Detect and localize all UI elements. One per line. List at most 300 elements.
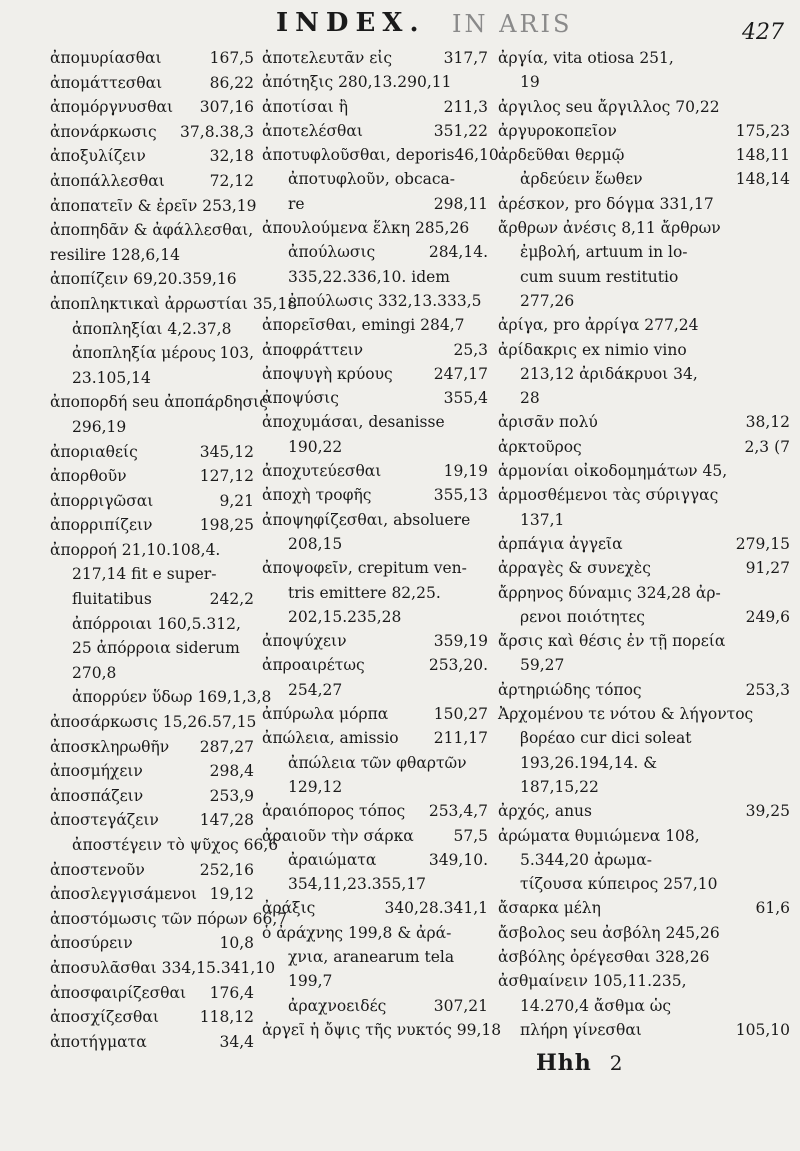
entry-term: 187,15,22 bbox=[520, 777, 599, 796]
entry-term: 190,22 bbox=[288, 437, 343, 456]
entry-term: 354,11,23.355,17 bbox=[288, 875, 427, 894]
entry-term: ὁ ἀράχνης 199,8 & ἀρά- bbox=[262, 923, 452, 942]
entry-term: ἀπορεῖσθαι, emingi 284,7 bbox=[262, 316, 465, 335]
index-entry bbox=[50, 267, 254, 292]
index-entry bbox=[262, 581, 488, 605]
index-entry bbox=[50, 1030, 254, 1055]
index-entry bbox=[498, 95, 790, 119]
entry-term: ἀποπληκτικαὶ ἀρρωστίαι 35,18 bbox=[50, 294, 298, 313]
entry-term: ἀποπληξία μέρους bbox=[72, 344, 216, 363]
index-entry bbox=[262, 824, 488, 848]
entry-reference: 287,27 bbox=[196, 735, 254, 760]
index-entry bbox=[50, 366, 254, 391]
entry-reference: 298,4 bbox=[206, 759, 254, 784]
index-entry bbox=[262, 556, 488, 580]
index-entry bbox=[50, 808, 254, 833]
entry-term: ἀπύρωλα μόρπα bbox=[262, 705, 389, 724]
index-entry bbox=[498, 799, 790, 823]
entry-reference: 19,12 bbox=[206, 882, 254, 907]
entry-term: ἀποσχίζεσθαι bbox=[50, 1008, 159, 1027]
index-entry bbox=[50, 317, 254, 342]
entry-term: ἀρδεύειν ἕωθεν bbox=[520, 170, 643, 189]
entry-term: ἀπομυρίασθαι bbox=[50, 49, 162, 67]
entry-term: 208,15 bbox=[288, 534, 343, 553]
entry-term: τίζουσα κύπειρος 257,10 bbox=[520, 875, 718, 894]
entry-reference: 253,20. bbox=[425, 653, 488, 677]
entry-term: 23.105,14 bbox=[72, 368, 151, 387]
entry-reference: 298,11 bbox=[430, 192, 488, 216]
index-entry bbox=[262, 289, 488, 313]
entry-term: cum suum restitutio bbox=[520, 267, 679, 286]
entry-reference: 39,25 bbox=[742, 799, 790, 823]
entry-term: ἄρρηνος δύναμις 324,28 ἀρ- bbox=[498, 583, 721, 602]
index-entry bbox=[498, 921, 790, 945]
index-entry bbox=[262, 872, 488, 896]
entry-term: ἀπομάττεσθαι bbox=[50, 73, 163, 92]
entry-term: ἀπορριγῶσαι bbox=[50, 491, 154, 510]
index-entry bbox=[262, 265, 488, 289]
entry-term: 14.270,4 ἄσθμα ὡς bbox=[520, 996, 672, 1015]
index-entry bbox=[262, 46, 488, 70]
entry-term: ἀπονάρκωσις bbox=[50, 122, 157, 141]
entry-term: πλήρη γίνεσθαι bbox=[520, 1020, 642, 1039]
index-entry bbox=[50, 1005, 254, 1030]
index-entry bbox=[262, 386, 488, 410]
index-entry bbox=[262, 70, 488, 94]
entry-reference: 253,4,7 bbox=[425, 799, 488, 823]
entry-term: ἀποτυφλοῦν, obcaca- bbox=[288, 170, 456, 189]
running-head bbox=[232, 6, 792, 45]
entry-term: 213,12 ἀριδάκρυοι 34, bbox=[520, 364, 698, 383]
entry-term: ἀπότηξις 280,13.290,11 bbox=[262, 73, 452, 92]
index-entry bbox=[50, 243, 254, 268]
entry-term: ἐπούλωσις 332,13.333,5 bbox=[288, 291, 482, 310]
entry-term: ἀρέσκον, pro δόγμα 331,17 bbox=[498, 194, 714, 213]
entry-reference: 19,19 bbox=[440, 459, 488, 483]
entry-reference: 10,8 bbox=[215, 931, 254, 956]
entry-reference: 86,22 bbox=[206, 71, 254, 96]
entry-term: ρενοι ποιότητες bbox=[520, 607, 645, 626]
entry-reference: 340,28.341,1 bbox=[380, 896, 488, 920]
entry-term: ἀποτυφλοῦσθαι, deporis46,10 bbox=[262, 146, 499, 165]
entry-term: 25 ἀπόρροια siderum bbox=[72, 639, 240, 658]
index-entry bbox=[262, 362, 488, 386]
entry-reference: 57,5 bbox=[449, 824, 488, 848]
index-entry bbox=[498, 459, 790, 483]
entry-reference: 148,14 bbox=[732, 167, 790, 191]
signature-letters: Hhh bbox=[536, 1050, 592, 1076]
index-entry bbox=[50, 685, 272, 710]
entry-term: Ἀρχομένου τε νότου & λήγοντος bbox=[498, 705, 754, 724]
index-entry bbox=[498, 508, 790, 532]
entry-term: ἀρχός, anus bbox=[498, 802, 592, 821]
index-entry bbox=[50, 661, 254, 686]
entry-term: 270,8 bbox=[72, 663, 117, 682]
entry-reference: 38,12 bbox=[742, 410, 790, 434]
entry-reference: 253,3 bbox=[742, 678, 790, 702]
entry-reference: 252,16 bbox=[196, 858, 254, 883]
index-entry bbox=[50, 587, 254, 612]
index-entry bbox=[498, 70, 790, 94]
entry-term: ἀρώματα θυμιώμενα 108, bbox=[498, 826, 700, 845]
index-entry bbox=[50, 120, 254, 145]
entry-term: ἀραιώματα bbox=[288, 850, 377, 869]
index-entry bbox=[50, 464, 254, 489]
index-entry bbox=[262, 629, 488, 653]
entry-term: ἀσβόλης ὀρέγεσθαι 328,26 bbox=[498, 947, 710, 966]
index-entry bbox=[262, 1018, 502, 1042]
index-entry bbox=[50, 759, 254, 784]
index-entry bbox=[262, 167, 488, 191]
entry-term: ἀποξυλίζειν bbox=[50, 147, 146, 166]
entry-term: ἀποψηφίζεσθαι, absoluere bbox=[262, 510, 471, 529]
entry-term: 19 bbox=[520, 73, 540, 92]
entry-term: ἀπομόργνυσθαι bbox=[50, 98, 174, 117]
entry-term: ἀπορριπίζειν bbox=[50, 516, 153, 535]
entry-reference: 307,16 bbox=[196, 95, 254, 120]
index-entry bbox=[262, 95, 488, 119]
entry-reference: 32,18 bbox=[206, 144, 254, 169]
entry-reference: 345,12 bbox=[196, 440, 254, 465]
entry-term: fluitatibus bbox=[72, 590, 152, 609]
index-entry bbox=[50, 292, 298, 317]
index-entry bbox=[50, 169, 254, 194]
entry-reference: 351,22 bbox=[430, 119, 488, 143]
entry-reference: 34,4 bbox=[215, 1030, 254, 1055]
index-entry bbox=[50, 513, 254, 538]
index-entry bbox=[498, 289, 790, 313]
entry-term: ἀποτήγματα bbox=[50, 1032, 147, 1051]
entry-term: χνια, aranearum tela bbox=[288, 947, 455, 966]
entry-term: ἄσβολος seu ἀσβόλη 245,26 bbox=[498, 923, 720, 942]
entry-term: 254,27 bbox=[288, 680, 343, 699]
index-entry bbox=[50, 218, 254, 243]
index-entry bbox=[50, 538, 254, 563]
entry-reference: 349,10. bbox=[425, 848, 488, 872]
entry-reference: 317,7 bbox=[440, 46, 488, 70]
entry-term: ἀποψύχειν bbox=[262, 632, 347, 651]
index-entry bbox=[50, 46, 254, 71]
entry-term: ἀποτίσαι ἢ bbox=[262, 97, 348, 116]
entry-term: ἄρσις καὶ θέσις ἐν τῇ πορεία bbox=[498, 632, 726, 651]
entry-term: ἀποπηδᾶν & ἀφάλλεσθαι, bbox=[50, 221, 254, 240]
index-entry bbox=[50, 71, 254, 96]
entry-term: 129,12 bbox=[288, 777, 343, 796]
entry-term: 202,15.235,28 bbox=[288, 607, 402, 626]
index-entry bbox=[262, 653, 488, 677]
index-entry bbox=[498, 824, 790, 848]
entry-reference: 105,10 bbox=[732, 1018, 790, 1042]
entry-term: 199,7 bbox=[288, 972, 333, 991]
entry-term: ἀποριαθείς bbox=[50, 442, 138, 461]
index-entry bbox=[498, 192, 790, 216]
previous-running-head: IN ARIS bbox=[452, 10, 573, 38]
index-entry bbox=[498, 386, 790, 410]
entry-term: 59,27 bbox=[520, 656, 565, 675]
entry-term: ἀρπάγια ἀγγεῖα bbox=[498, 534, 623, 553]
entry-term: ἀποσφαιρίζεσθαι bbox=[50, 983, 187, 1002]
entry-term: ἀποψυγὴ κρύους bbox=[262, 364, 393, 383]
index-entry bbox=[50, 636, 254, 661]
index-entry bbox=[262, 483, 488, 507]
entry-term: ἀποψύσις bbox=[262, 389, 339, 408]
entry-term: ἀποστενοῦν bbox=[50, 860, 145, 879]
entry-term: ἀρδεῦθαι θερμῷ bbox=[498, 146, 625, 165]
index-entry bbox=[262, 508, 488, 532]
index-entry bbox=[50, 562, 254, 587]
entry-term: ἐμβολή, artuum in lo- bbox=[520, 243, 688, 262]
entry-term: ἀπροαιρέτως bbox=[262, 656, 365, 675]
entry-term: 277,26 bbox=[520, 291, 575, 310]
index-entry bbox=[262, 338, 488, 362]
entry-term: 5.344,20 ἀρωμα- bbox=[520, 850, 652, 869]
index-entry bbox=[262, 435, 488, 459]
index-entry bbox=[262, 216, 488, 240]
entry-term: ἀποτελέσθαι bbox=[262, 121, 363, 140]
index-entry bbox=[262, 678, 488, 702]
index-entry bbox=[50, 341, 254, 366]
entry-reference: 279,15 bbox=[732, 532, 790, 556]
index-entry bbox=[498, 556, 790, 580]
entry-term: 335,22.336,10. idem bbox=[288, 267, 451, 286]
index-entry bbox=[498, 751, 790, 775]
index-entry bbox=[50, 858, 254, 883]
entry-term: ἀπώλεια τῶν φθαρτῶν bbox=[288, 753, 467, 772]
entry-term: ἀποσυλᾶσθαι 334,15.341,10 bbox=[50, 958, 276, 977]
index-entry bbox=[50, 907, 288, 932]
entry-term: ἀποπληξίαι 4,2.37,8 bbox=[72, 319, 232, 338]
page-number: 427 bbox=[742, 20, 784, 45]
index-entry bbox=[50, 144, 254, 169]
entry-reference: 359,19 bbox=[430, 629, 488, 653]
entry-term: ἀργεῖ ἡ ὄψις τῆς νυκτός 99,18 bbox=[262, 1020, 502, 1039]
entry-term: 296,19 bbox=[72, 417, 127, 436]
index-entry bbox=[498, 240, 790, 264]
entry-term: 28 bbox=[520, 389, 540, 408]
index-entry bbox=[262, 848, 488, 872]
index-entry bbox=[50, 833, 279, 858]
entry-reference: 176,4 bbox=[206, 981, 254, 1006]
index-entry bbox=[498, 775, 790, 799]
index-entry bbox=[262, 192, 488, 216]
index-entry bbox=[262, 240, 488, 264]
signature-mark bbox=[536, 1050, 624, 1076]
index-entry bbox=[262, 775, 488, 799]
entry-reference: 355,4 bbox=[440, 386, 488, 410]
index-entry bbox=[262, 532, 488, 556]
entry-term: ἀποσάρκωσις 15,26.57,15 bbox=[50, 713, 257, 732]
index-entry bbox=[498, 119, 790, 143]
entry-term: resilire 128,6,14 bbox=[50, 245, 180, 264]
index-entry bbox=[262, 702, 488, 726]
entry-term: ἀπορθοῦν bbox=[50, 467, 127, 486]
index-entry bbox=[498, 46, 790, 70]
index-entry bbox=[50, 981, 254, 1006]
entry-term: ἀποχὴ τροφῆς bbox=[262, 486, 372, 505]
entry-term: ἀρίγα, pro ἀρρίγα 277,24 bbox=[498, 316, 699, 335]
index-entry bbox=[498, 338, 790, 362]
index-column-2 bbox=[262, 46, 502, 1042]
entry-term: ἄσαρκα μέλη bbox=[498, 899, 601, 918]
entry-reference: 284,14. bbox=[425, 240, 488, 264]
index-entry bbox=[50, 956, 276, 981]
index-entry bbox=[498, 605, 790, 629]
entry-term: ἀποσπάζειν bbox=[50, 786, 144, 805]
index-entry bbox=[262, 896, 488, 920]
index-entry bbox=[50, 882, 254, 907]
entry-reference: 118,12 bbox=[196, 1005, 254, 1030]
index-entry bbox=[262, 143, 499, 167]
index-entry bbox=[50, 735, 254, 760]
entry-reference: 211,17 bbox=[430, 726, 488, 750]
entry-reference: 242,2 bbox=[206, 587, 254, 612]
entry-term: ἀράξις bbox=[262, 899, 316, 918]
entry-term: ἀποπατεῖν & ἐρεῖν 253,19 bbox=[50, 196, 257, 215]
entry-term: ἀργία, vita otiosa 251, bbox=[498, 49, 674, 67]
entry-reference: 249,6 bbox=[742, 605, 790, 629]
entry-term: 137,1 bbox=[520, 510, 565, 529]
index-entry bbox=[498, 678, 790, 702]
entry-term: tris emittere 82,25. bbox=[288, 583, 441, 602]
entry-reference: 9,21 bbox=[215, 489, 254, 514]
index-entry bbox=[498, 410, 790, 434]
entry-reference: 198,25 bbox=[196, 513, 254, 538]
entry-term: ἀπούλωσις bbox=[288, 243, 376, 262]
entry-reference: 103, bbox=[215, 341, 254, 366]
index-entry bbox=[498, 653, 790, 677]
index-entry bbox=[498, 362, 790, 386]
index-entry bbox=[262, 799, 488, 823]
index-entry bbox=[498, 969, 790, 993]
entry-reference: 175,23 bbox=[732, 119, 790, 143]
index-entry bbox=[498, 848, 790, 872]
entry-term: ἀποπορδή seu ἀποπάρδησις bbox=[50, 393, 268, 412]
index-entry bbox=[498, 483, 790, 507]
index-entry bbox=[498, 313, 790, 337]
entry-term: ἀποχυμάσαι, desanisse bbox=[262, 413, 445, 432]
index-entry bbox=[50, 440, 254, 465]
entry-reference: 2,3 (7 bbox=[741, 435, 791, 459]
entry-term: ἀποπίζειν 69,20.359,16 bbox=[50, 270, 237, 289]
entry-term: ἀποστέγειν τὸ ψῦχος 66,6 bbox=[72, 836, 279, 854]
entry-term: ἀποχυτεύεσθαι bbox=[262, 462, 382, 481]
index-entry bbox=[50, 784, 254, 809]
index-entry bbox=[498, 143, 790, 167]
index-entry bbox=[262, 605, 488, 629]
entry-term: ἀποστεγάζειν bbox=[50, 811, 159, 830]
index-entry bbox=[262, 921, 488, 945]
entry-term: ἀρτηριώδης τόπος bbox=[498, 680, 642, 699]
entry-term: ἀπουλούμενα ἕλκη 285,26 bbox=[262, 219, 470, 238]
index-entry bbox=[50, 489, 254, 514]
entry-reference: 307,21 bbox=[430, 994, 488, 1018]
entry-term: ἀποστόμωσις τῶν πόρων 66,7 bbox=[50, 909, 288, 928]
index-entry bbox=[50, 415, 254, 440]
entry-term: ἀραιοῦν τὴν σάρκα bbox=[262, 826, 414, 845]
entry-term: ἀποπάλλεσθαι bbox=[50, 171, 165, 190]
entry-term: 217,14 fit e super- bbox=[72, 565, 217, 584]
entry-term: ἀργιλος seu ἄργιλλος 70,22 bbox=[498, 97, 720, 116]
entry-term: ἀσθμαίνειν 105,11.235, bbox=[498, 972, 687, 991]
index-entry bbox=[498, 1018, 790, 1042]
index-entry bbox=[498, 896, 790, 920]
index-entry bbox=[498, 945, 790, 969]
entry-term: ἀπορρύεν ὕδωρ 169,1,3,8 bbox=[72, 688, 272, 707]
entry-reference: 91,27 bbox=[742, 556, 790, 580]
entry-term: ἀποσκληρωθῆν bbox=[50, 737, 170, 756]
index-entry bbox=[50, 95, 254, 120]
entry-reference: 211,3 bbox=[440, 95, 488, 119]
index-entry bbox=[498, 629, 790, 653]
index-entry bbox=[262, 313, 488, 337]
entry-term: βορέαο cur dici soleat bbox=[520, 729, 692, 748]
index-entry bbox=[498, 435, 790, 459]
entry-reference: 147,28 bbox=[196, 808, 254, 833]
entry-term: ἄρθρων ἀνέσις 8,11 ἄρθρων bbox=[498, 219, 721, 238]
entry-term: ἀποσμήχειν bbox=[50, 762, 143, 781]
index-entry bbox=[262, 726, 488, 750]
index-entry bbox=[498, 994, 790, 1018]
entry-term: ἀρραγὲς & συνεχὲς bbox=[498, 559, 651, 578]
entry-term: ἀργυροκοπεῖον bbox=[498, 121, 617, 140]
entry-reference: 355,13 bbox=[430, 483, 488, 507]
index-entry bbox=[498, 216, 790, 240]
entry-reference: 25,3 bbox=[449, 338, 488, 362]
index-entry bbox=[262, 969, 488, 993]
entry-reference: 167,5 bbox=[206, 46, 254, 71]
entry-term: ἀποσλεγγισάμενοι bbox=[50, 885, 198, 904]
entry-term: re bbox=[288, 194, 305, 213]
entry-term: ἀρισᾶν πολύ bbox=[498, 413, 598, 432]
index-entry bbox=[498, 702, 790, 726]
index-entry bbox=[262, 945, 488, 969]
entry-term: ἀποσύρειν bbox=[50, 934, 133, 953]
entry-term: ἀποφράττειν bbox=[262, 340, 364, 359]
index-entry bbox=[498, 532, 790, 556]
index-entry bbox=[498, 872, 790, 896]
index-entry bbox=[50, 931, 254, 956]
entry-reference: 61,6 bbox=[751, 896, 790, 920]
entry-term: ἁρμονίαι οἰκοδομημάτων 45, bbox=[498, 462, 728, 481]
entry-term: ἀπορροή 21,10.108,4. bbox=[50, 540, 221, 559]
entry-term: ἀπώλεια, amissio bbox=[262, 729, 399, 748]
index-entry bbox=[262, 410, 488, 434]
index-entry bbox=[262, 459, 488, 483]
entry-term: ἀποψοφεῖν, crepitum ven- bbox=[262, 559, 467, 578]
entry-term: 193,26.194,14. & bbox=[520, 753, 658, 772]
entry-term: ἀπόρροιαι 160,5.312, bbox=[72, 614, 241, 633]
index-column-3 bbox=[498, 46, 790, 1042]
index-entry bbox=[50, 710, 257, 735]
entry-term: ἀραχνοειδές bbox=[288, 996, 387, 1015]
index-entry bbox=[262, 751, 488, 775]
entry-reference: 127,12 bbox=[196, 464, 254, 489]
signature-number: 2 bbox=[609, 1051, 624, 1075]
index-entry bbox=[498, 726, 790, 750]
index-entry bbox=[498, 581, 790, 605]
index-entry bbox=[262, 994, 488, 1018]
index-entry bbox=[498, 265, 790, 289]
entry-term: ἀρκτοῦρος bbox=[498, 437, 582, 456]
entry-term: ἁρμοσθέμενοι τὰς σύριγγας bbox=[498, 486, 719, 505]
index-entry bbox=[50, 390, 268, 415]
entry-term: ἀραιόπορος τόπος bbox=[262, 802, 406, 821]
index-entry bbox=[50, 612, 254, 637]
page-title: INDEX. bbox=[276, 8, 426, 38]
entry-reference: 253,9 bbox=[206, 784, 254, 809]
entry-reference: 148,11 bbox=[732, 143, 790, 167]
index-entry bbox=[498, 167, 790, 191]
